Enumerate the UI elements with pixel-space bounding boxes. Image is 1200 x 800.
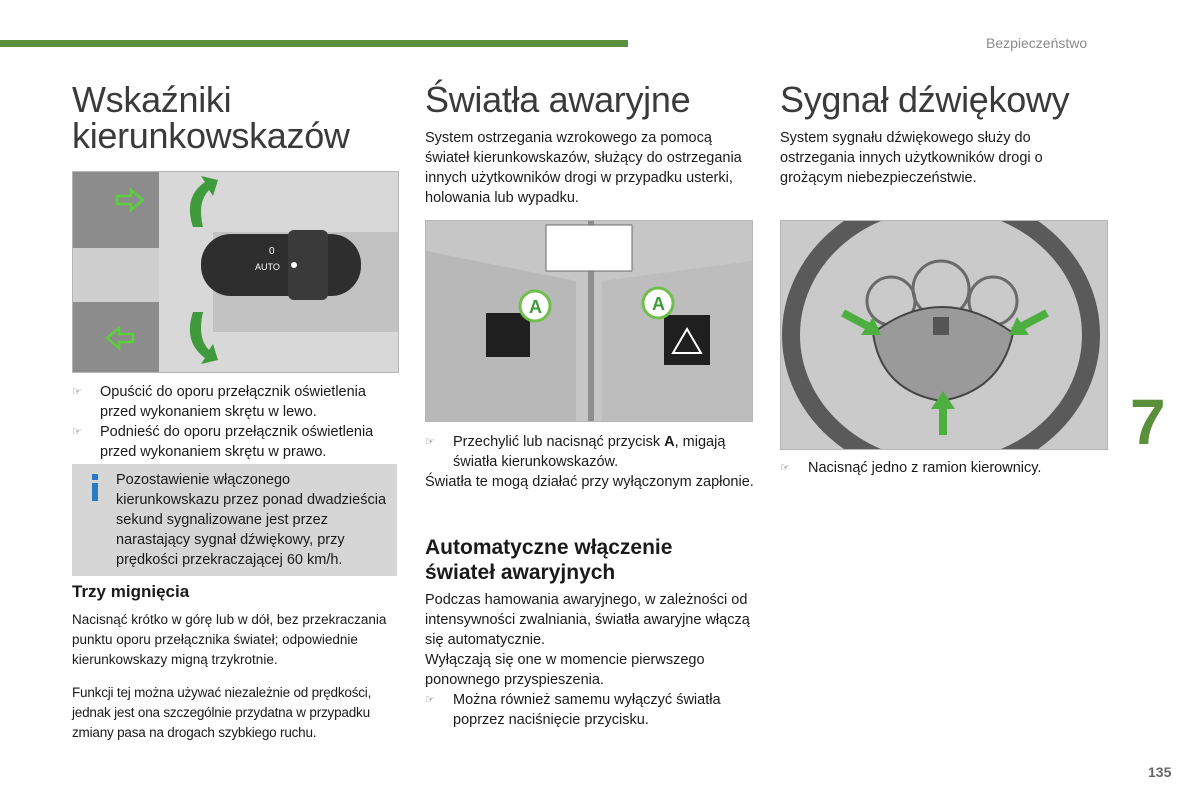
horn-intro: System sygnału dźwiękowego służy do ostrzegania innych użytkowników drogi o grożącym niebezpieczeństwie. [780,130,1043,186]
subheading-auto-hazard: Automatyczne włączenie świateł awaryjnych [425,536,673,584]
chapter-number: 7 [1130,386,1166,458]
hazard-figure [425,220,753,422]
page-number: 135 [1148,764,1172,780]
list-item [425,432,755,472]
auto-hazard-paragraph: Wyłączają się one w momencie pierwszego ponownego przyspieszenia. [425,652,705,688]
list-item-text: Opuścić do oporu przełącznik oświetlenia przed wykonaniem skrętu w lewo. [100,384,366,420]
list-item-text-pre: Przechylić lub nacisnąć przycisk [453,434,665,450]
bullet-hand-icon: ☞ [425,694,435,706]
button-a-ref: A [664,434,675,450]
callout-a: A [652,294,665,314]
auto-hazard-paragraph: Podczas hamowania awaryjnego, w zależności od intensywności zwalniania, światła awaryjne włączą się automatycznie. [425,592,750,648]
list-item [780,458,1100,478]
section-label: Bezpieczeństwo [986,35,1088,51]
steering-wheel-illustration [781,221,1107,449]
hazard-intro: System ostrzegania wzrokowego za pomocą świateł kierunkowskazów, służący do ostrzegania innych użytkowników drogi w przypadku usterki, holowania lub wypadku. [425,130,742,206]
header-accent-bar [0,40,628,47]
info-text: Pozostawienie włączonego kierunkowskazu przez ponad dwadzieścia sekund sygnalizowane jest przez narastający sygnał dźwiękowy, przy prędkości przekraczającej 60 km/h. [116,472,387,568]
hazard-illustration [426,221,752,421]
info-icon [88,474,102,502]
page-title-hazard-lights: Światła awaryjne [425,79,691,120]
page-title-turn-signals [72,79,350,156]
list-item [72,382,402,422]
list-item [425,690,755,730]
list-item [72,422,402,462]
list-item-text: Podnieść do oporu przełącznik oświetlenia przed wykonaniem skrętu w prawo. [100,424,374,460]
subheading-three-flashes: Trzy mignięcia [72,582,190,601]
three-flashes-note: Funkcji tej można używać niezależnie od prędkości, jednak jest ona szczególnie przydatna w przypadku zmiany pasa na drogach szybkiego ruchu. [72,685,372,740]
turn-signal-instructions [72,382,402,462]
auto-hazard-text [425,590,755,730]
stalk-label-off: 0 [269,246,275,257]
three-flashes-paragraph: Nacisnąć krótko w górę lub w dół, bez przekraczania punktu oporu przełącznika świateł; odpowiednie kierunkowskazy migną trzykrotnie. [72,612,387,667]
callout-a: A [529,297,542,317]
bullet-hand-icon: ☞ [72,426,82,438]
bullet-hand-icon: ☞ [780,462,790,474]
stalk-illustration [73,172,398,372]
bullet-hand-icon: ☞ [72,386,82,398]
list-item-text: Można również samemu wyłączyć światła poprzez naciśnięcie przycisku. [453,692,721,728]
list-item-text-post: , migają światła kierunkowskazów. [453,434,726,470]
bullet-hand-icon: ☞ [425,436,435,448]
page-title-horn: Sygnał dźwiękowy [780,79,1070,120]
title-line: Wskaźniki [72,79,232,120]
horn-instructions [780,458,1100,478]
steering-wheel-figure [780,220,1108,450]
list-item-text: Nacisnąć jedno z ramion kierownicy. [808,460,1042,476]
hazard-instructions [425,432,755,492]
stalk-figure [72,171,399,373]
stalk-label-auto: AUTO [255,262,280,272]
hazard-note: Światła te mogą działać przy wyłączonym zapłonie. [425,474,754,490]
title-line: kierunkowskazów [72,115,350,156]
